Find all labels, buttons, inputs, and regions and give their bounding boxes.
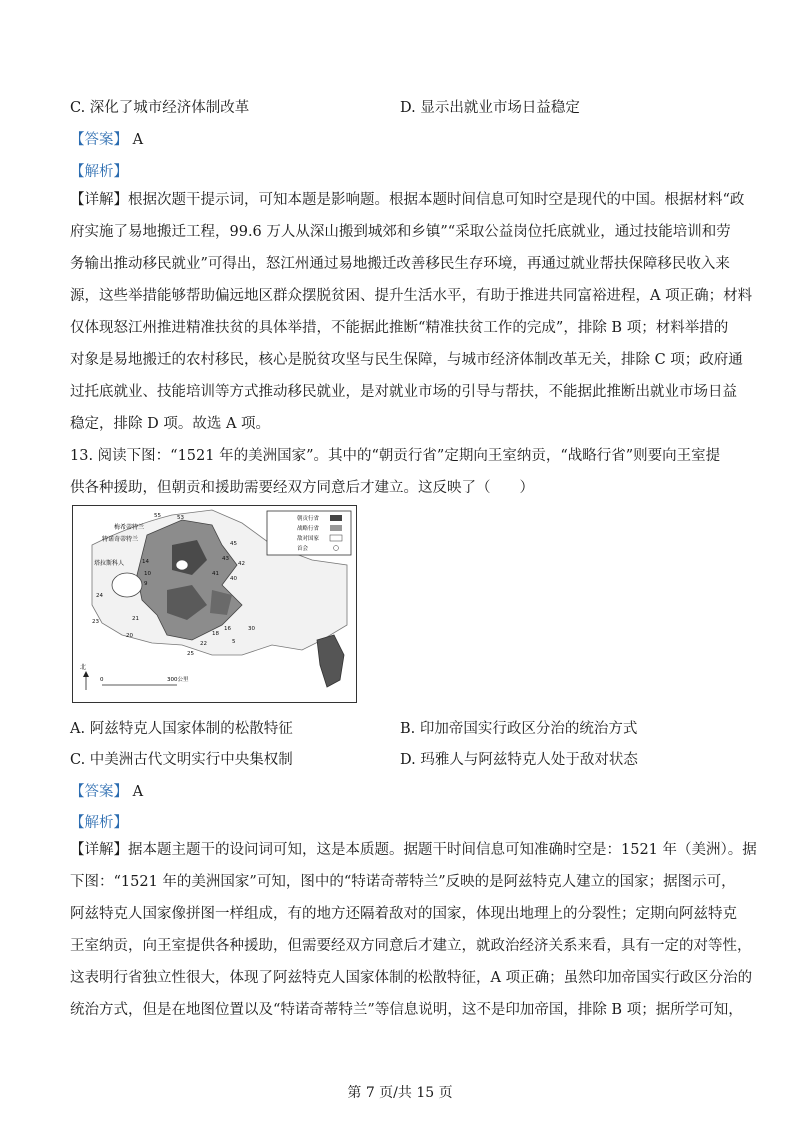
region-number: 40	[230, 576, 237, 582]
region-number: 55	[154, 513, 161, 519]
region-number: 25	[187, 651, 194, 657]
q12-answer	[70, 128, 143, 149]
legend-item: 敌对国家	[297, 536, 320, 542]
q12-detail	[70, 184, 753, 440]
region-number: 9	[144, 581, 148, 587]
q13-option-b: B. 印加帝国实行政区分治的统治方式	[400, 721, 638, 737]
detail-line: 下图：“1521 年的美洲国家”可知，图中的“特诺奇蒂特兰”反映的是阿兹特克人建立的国家；据图示可，	[70, 874, 736, 890]
region-number: 42	[238, 561, 245, 567]
legend-swatch	[330, 515, 342, 521]
detail-line: 【详解】据本题主题干的设问词可知，这是本质题。据题干时间信息可知准确时空是：1521 年（美洲）。据	[70, 842, 757, 858]
scale-start: 0	[100, 677, 104, 683]
north-label: 北	[80, 664, 87, 671]
map-label: 梅希蒂特兰	[114, 524, 145, 531]
answer-tag: 【答案】	[70, 784, 128, 800]
legend-item: 朝贡行省	[297, 516, 320, 522]
q13-option-a: A. 阿兹特克人国家体制的松散特征	[70, 721, 293, 737]
legend-swatch	[330, 525, 342, 531]
answer-value: A	[132, 132, 144, 148]
map-label: 塔拉斯科人	[94, 560, 125, 567]
detail-line: 务输出推动移民就业”可得出，怒江州通过易地搬迁改善移民生存环境，再通过就业帮扶保障移民收入来	[70, 256, 730, 272]
q13-answer	[70, 780, 143, 801]
stem-line: 13. 阅读下图：“1521 年的美洲国家”。其中的“朝贡行省”定期向王室纳贡，“战略行省”则要向王室提	[70, 448, 721, 464]
legend-item: 首会	[297, 546, 309, 552]
legend-swatch	[330, 535, 342, 541]
map-1521-americas	[72, 505, 357, 703]
detail-line: 这表明行省独立性很大，体现了阿兹特克人国家体制的松散特征，A 项正确；虽然印加帝国实行政区分治的	[70, 970, 753, 986]
region-number: 16	[224, 626, 231, 632]
q13-option-d: D. 玛雅人与阿兹特克人处于敌对状态	[400, 752, 638, 768]
legend-swatch	[334, 546, 339, 551]
region-number: 22	[200, 641, 207, 647]
stem-line: 供各种援助，但朝贡和援助需要经双方同意后才建立。这反映了（ ）	[70, 480, 534, 496]
q12-analysis-tag: 【解析】	[70, 164, 128, 180]
region-number: 14	[142, 559, 149, 565]
detail-line: 王室纳贡，向王室提供各种援助，但需要经双方同意后才建立，就政治经济关系来看，具有一定的对等性，	[70, 938, 752, 954]
map-label: 特诺奇蒂特兰	[102, 536, 139, 543]
detail-line: 统治方式，但是在地图位置以及“特诺奇蒂特兰”等信息说明，这不是印加帝国，排除 B 项；据所学可知，	[70, 1002, 743, 1018]
region-number: 43	[222, 556, 229, 562]
region-number: 18	[212, 631, 219, 637]
region-number: 53	[177, 515, 184, 521]
region-number: 21	[132, 616, 139, 622]
q13-stem	[70, 440, 732, 504]
q13-analysis-tag: 【解析】	[70, 815, 128, 831]
detail-line: 源，这些举措能够帮助偏远地区群众摆脱贫困、提升生活水平，有助于推进共同富裕进程，A 项正确；材料	[70, 288, 753, 304]
q12-option-c: C. 深化了城市经济体制改革	[70, 100, 250, 116]
legend-item: 战略行省	[297, 526, 320, 532]
region-number: 41	[212, 571, 219, 577]
detail-line: 仅体现怒江州推进精准扶贫的具体举措，不能据此推断“精准扶贫工作的完成”，排除 B 项；材料举措的	[70, 320, 729, 336]
detail-line: 过托底就业、技能培训等方式推动移民就业，是对就业市场的引导与帮扶，不能据此推断出就业市场日益	[70, 384, 737, 400]
detail-line: 【详解】根据次题干提示词，可知本题是影响题。根据本题时间信息可知时空是现代的中国。根据材料“政	[70, 192, 745, 208]
page-footer: 第 7 页/共 15 页	[347, 1085, 453, 1101]
region-number: 30	[248, 626, 255, 632]
answer-tag: 【答案】	[70, 132, 128, 148]
q13-option-c: C. 中美洲古代文明实行中央集权制	[70, 752, 293, 768]
detail-line: 稳定，排除 D 项。故选 A 项。	[70, 416, 271, 432]
detail-line: 阿兹特克人国家像拼图一样组成，有的地方还隔着敌对的国家，体现出地理上的分裂性；定期向阿兹特克	[70, 906, 737, 922]
region-number: 20	[126, 633, 133, 639]
q12-option-d: D. 显示出就业市场日益稳定	[400, 100, 580, 116]
region-number: 23	[92, 619, 99, 625]
enemy-state	[176, 560, 188, 570]
scale-end: 300公里	[167, 677, 189, 683]
region-number: 24	[96, 593, 103, 599]
q13-detail	[70, 834, 757, 1026]
detail-line: 对象是易地搬迁的农村移民，核心是脱贫攻坚与民生保障，与城市经济体制改革无关，排除 C 项；政府通	[70, 352, 743, 368]
enemy-state-tarascan	[112, 573, 142, 597]
detail-line: 府实施了易地搬迁工程，99.6 万人从深山搬到城郊和乡镇”“采取公益岗位托底就业，通过技能培训和劳	[70, 224, 731, 240]
answer-value: A	[132, 784, 144, 800]
region-number: 10	[144, 571, 151, 577]
region-number: 5	[232, 639, 236, 645]
region-number: 45	[230, 541, 237, 547]
